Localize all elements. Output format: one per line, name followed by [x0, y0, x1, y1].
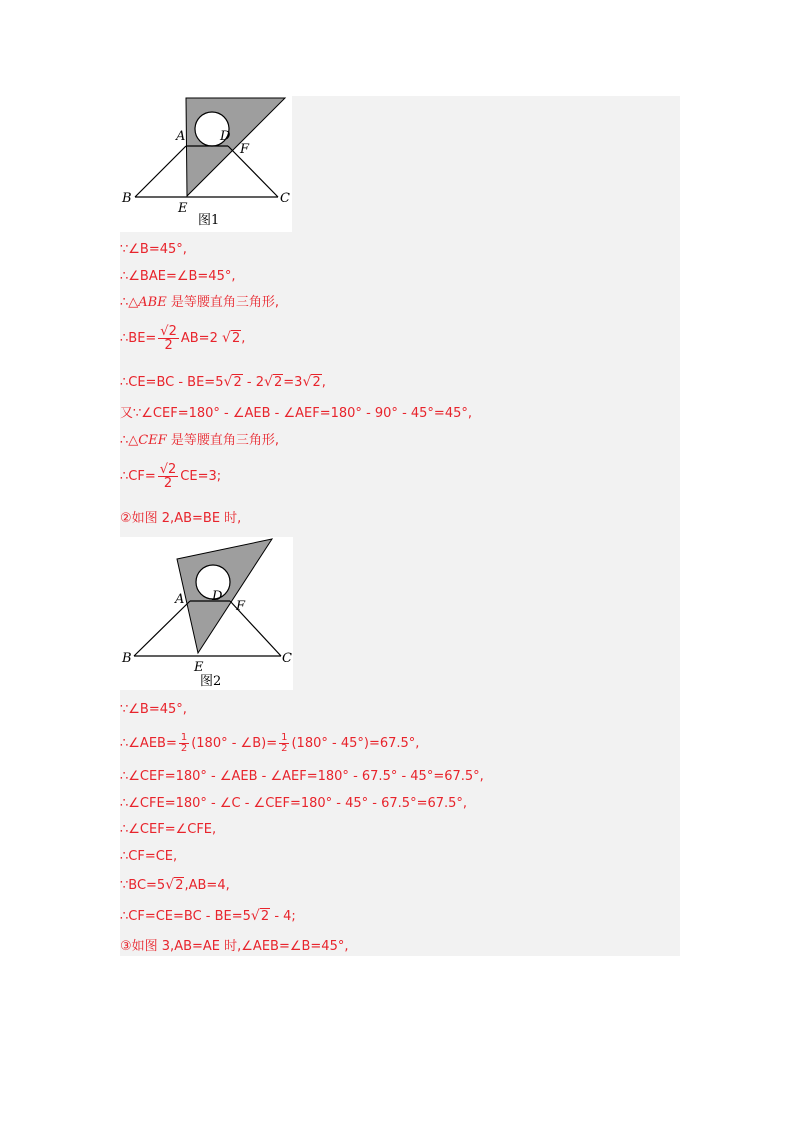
segment-ab	[135, 146, 186, 197]
solution-line: 又∵∠CEF=180° - ∠AEB - ∠AEF=180° - 90° - 45°=45°,	[120, 406, 472, 421]
solution-line: ∴BE= $\frac{√2}{2}$ AB=2 √ 2,	[120, 325, 245, 352]
label-a: A	[176, 129, 186, 144]
solution-line: ③如图 3,AB=AE 时,∠AEB=∠B=45°,	[120, 939, 349, 954]
solution-line: ∴∠CEF=180° - ∠AEB - ∠AEF=180° - 67.5° - 45°=67.5°,	[120, 769, 484, 784]
segment-dc	[228, 146, 278, 197]
solution-line: ∵∠B=45°,	[120, 242, 187, 257]
set-square-shape	[186, 98, 285, 196]
label-f: F	[236, 599, 246, 614]
solution-line: ②如图 2,AB=BE 时,	[120, 511, 242, 526]
solution-line: ∴∠BAE=∠B=45°,	[120, 269, 236, 284]
solution-line: ∴∠CEF=∠CFE,	[120, 822, 217, 837]
label-c: C	[282, 651, 292, 666]
solution-line: ∴△ABE 是等腰直角三角形,	[120, 295, 279, 310]
figure-2-caption: 图2	[200, 674, 222, 689]
solution-line: ∵BC=5√ 2,AB=4,	[120, 877, 230, 895]
label-c: C	[280, 191, 290, 206]
label-e: E	[194, 660, 204, 675]
solution-line: ∴CE=BC - BE=5√ 2 - 2√ 2=3√ 2,	[120, 374, 326, 392]
solution-line: ∵∠B=45°,	[120, 702, 187, 717]
solution-line: ∴CF= $\frac{√2}{2}$ CE=3;	[120, 462, 222, 491]
label-f: F	[240, 142, 250, 157]
figure-1	[120, 96, 292, 232]
solution-line: ∴CF=CE=BC - BE=5√ 2 - 4;	[120, 908, 296, 926]
label-b: B	[122, 651, 132, 666]
label-e: E	[178, 201, 188, 216]
solution-line: ∴∠CFE=180° - ∠C - ∠CEF=180° - 45° - 67.5°=67.5°,	[120, 796, 468, 811]
figure-2	[120, 537, 293, 690]
figure-1-caption: 图1	[198, 213, 220, 228]
solution-line: ∴△CEF 是等腰直角三角形,	[120, 433, 280, 448]
label-a: A	[175, 592, 185, 607]
solution-line: ∴CF=CE,	[120, 849, 178, 864]
label-d: D	[220, 129, 231, 144]
label-b: B	[122, 191, 132, 206]
set-square-shape	[177, 539, 272, 653]
solution-line: ∴∠AEB= $\frac{1}{2}$ (180° - ∠B)= $\frac{1}{2}$ (180° - 45°)=67.5°,	[120, 732, 420, 754]
label-d: D	[212, 589, 223, 604]
segment-ab	[134, 601, 190, 656]
